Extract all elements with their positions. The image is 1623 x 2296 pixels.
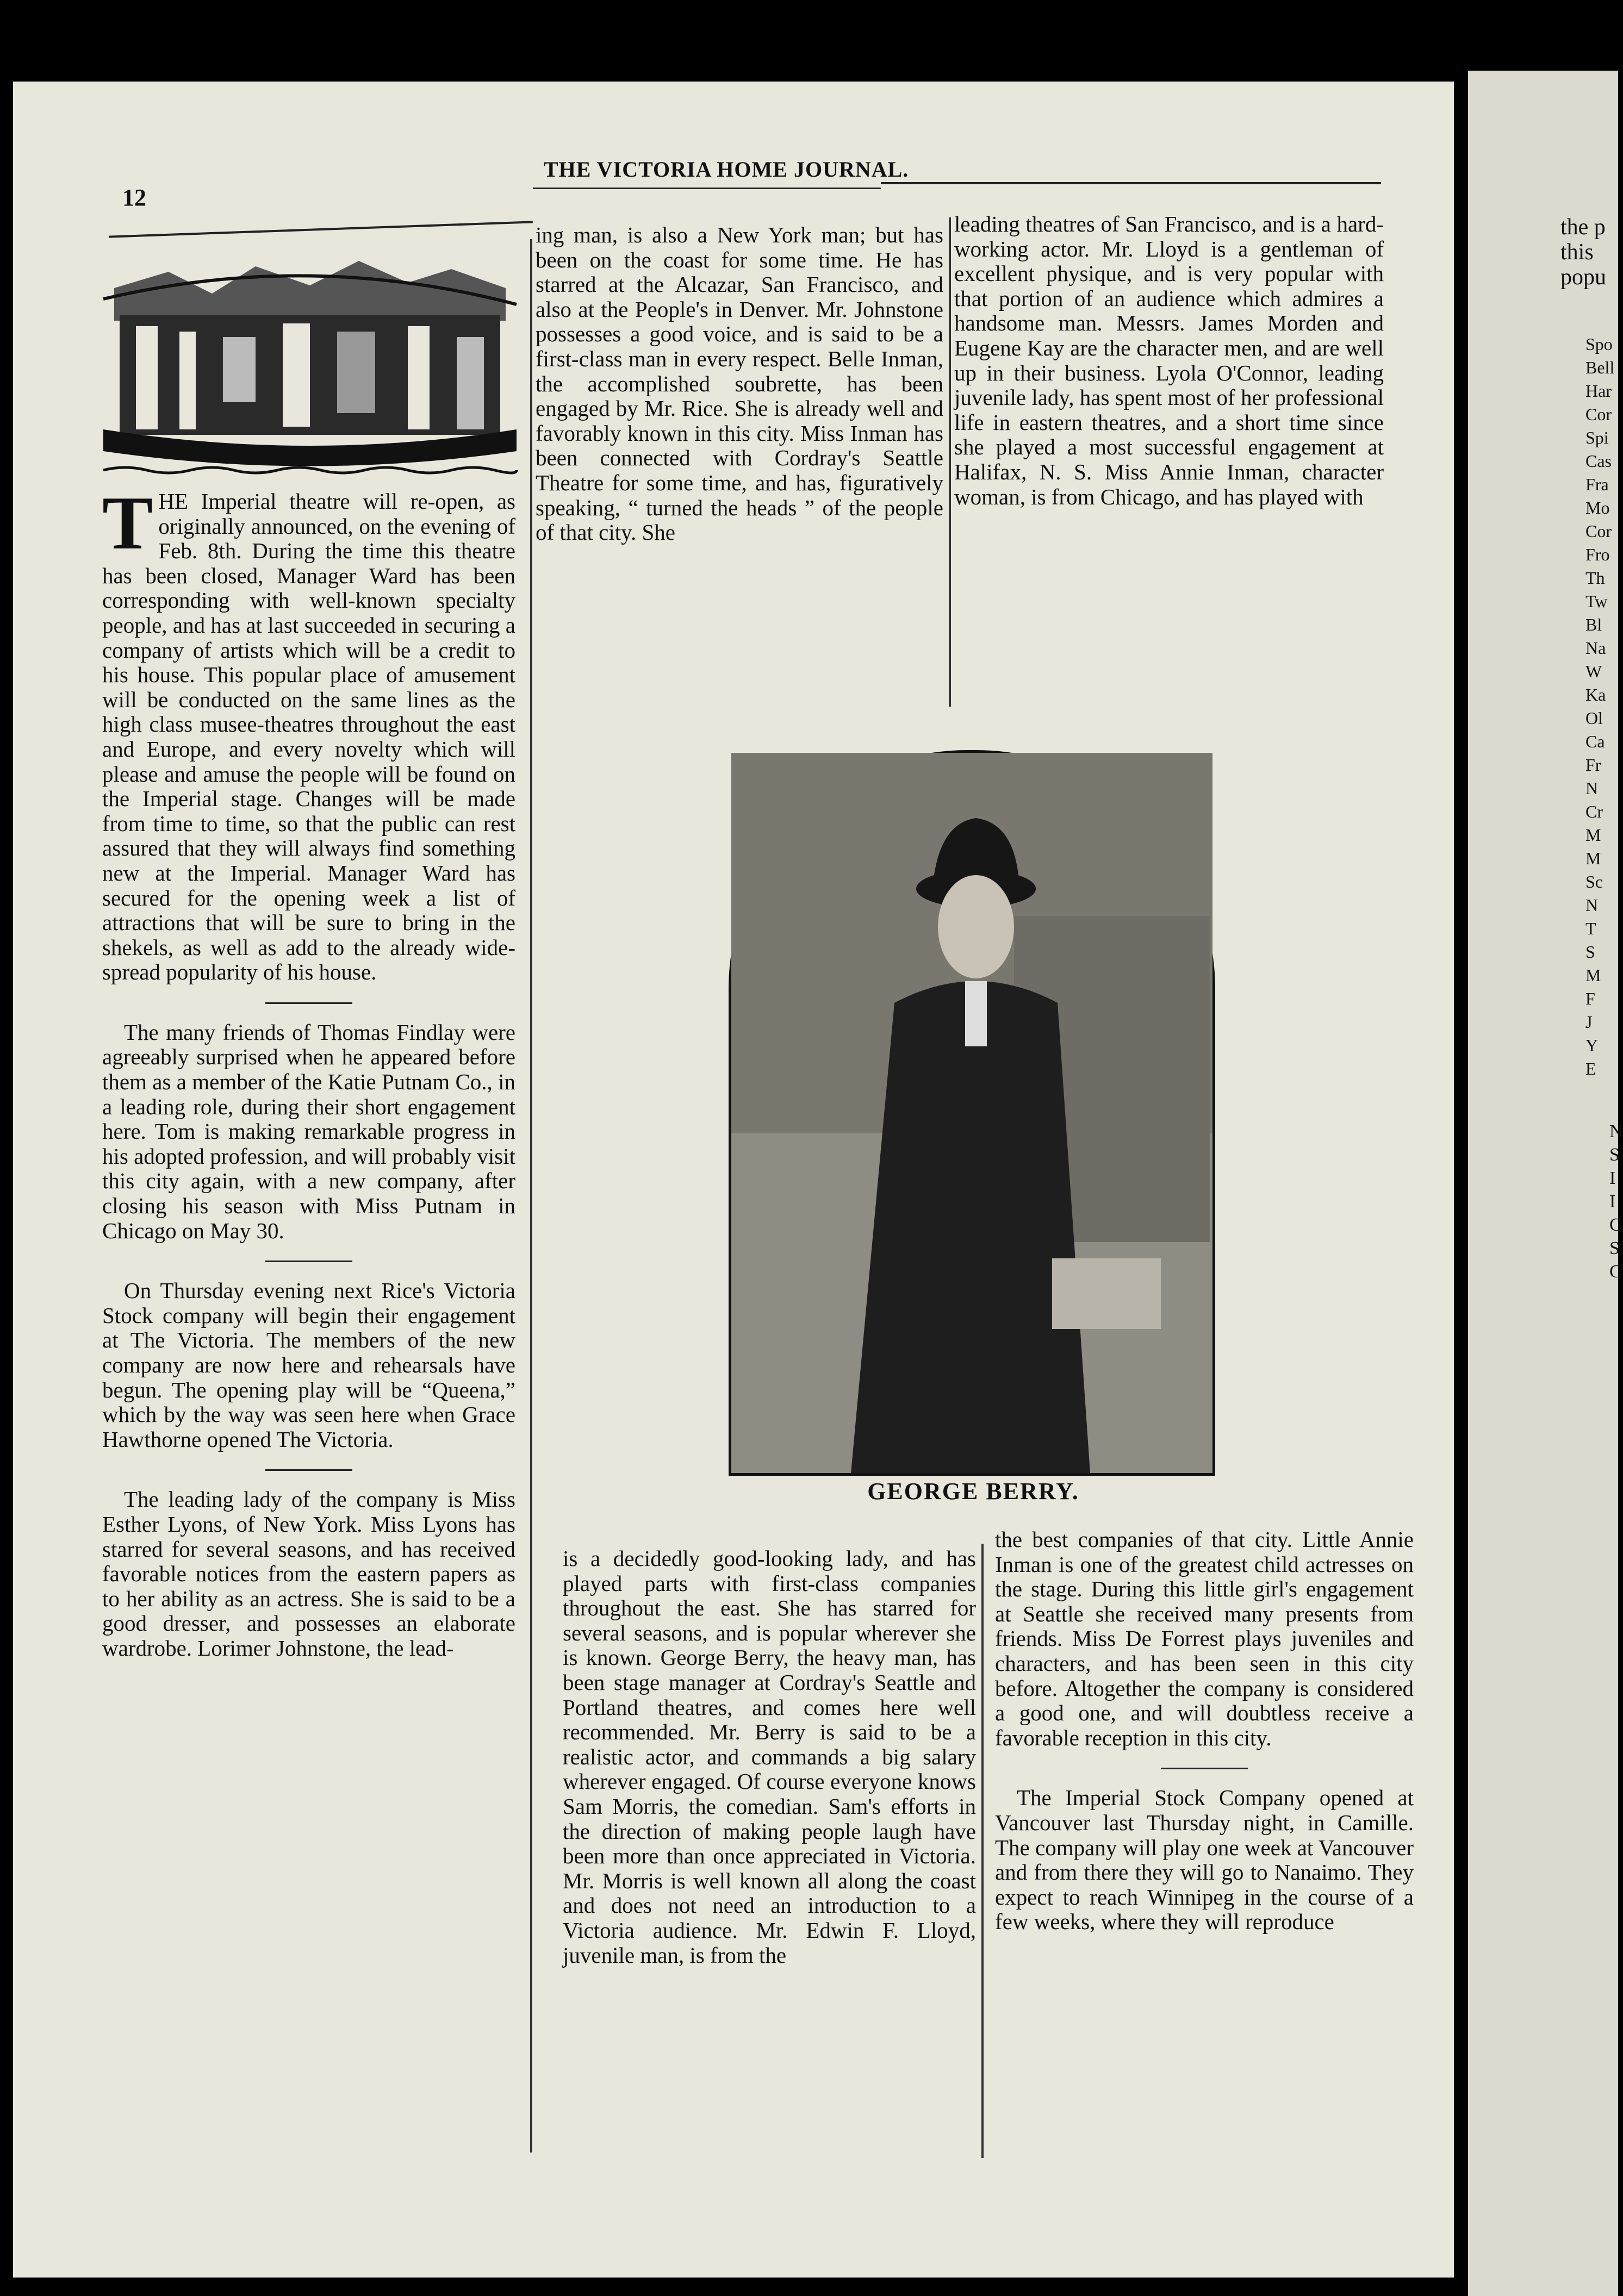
page-number: 12 <box>122 184 146 211</box>
facing-page-list-item: E <box>1585 1059 1596 1078</box>
rice-stock-paragraph: On Thursday evening next Rice's Victoria Stock company will begin their engagement at The Victoria. The members of the new company are now here and rehearsals have begun. The opening play will be “Queena,” which by the way was seen here when Grace Hawthorne opened The Victoria. <box>102 1278 515 1452</box>
facing-page-list-item: Fra <box>1585 475 1609 494</box>
page-gutter-shadow <box>1454 71 1468 2296</box>
column-3-bottom <box>995 1527 1414 1935</box>
header-rule-right <box>881 182 1381 184</box>
facing-page-list-item: S <box>1609 1145 1620 1165</box>
facing-page-list-item: S <box>1609 1238 1620 1258</box>
facing-page-list-item: I <box>1609 1168 1616 1188</box>
column-rule-1 <box>530 239 532 2152</box>
facing-page-list-item: Spo <box>1585 334 1613 354</box>
facing-page-list-item: W <box>1585 662 1602 681</box>
facing-page-list-item: Ka <box>1585 685 1606 704</box>
facing-page-list-item: C <box>1609 1215 1622 1235</box>
facing-page-list-item: Y <box>1585 1035 1599 1055</box>
theatre-vignette-illustration <box>103 255 517 481</box>
annie-inman-paragraph: the best companies of that city. Little Annie Inman is one of the greatest child actresses on the stage. During this little girl's engagement at Seattle she received many presents from friends. Miss De Forrest plays juveniles and characters, and has been seen in this city before. Altogether the company is considered a good one, and will doubtless receive a favorable reception in this city. <box>995 1527 1414 1750</box>
facing-page-list-item: N <box>1585 778 1599 798</box>
facing-page-list-item: S <box>1585 942 1595 962</box>
facing-page-list-item: N <box>1609 1121 1623 1141</box>
header-rule-center <box>533 188 881 189</box>
journal-masthead: THE VICTORIA HOME JOURNAL. <box>544 157 909 182</box>
facing-page-list-item: Ol <box>1585 708 1603 728</box>
leading-lady-paragraph: The leading lady of the company is Miss Esther Lyons, of New York. Miss Lyons has starred for several seasons, and has received favorable notices from the eastern papers as to her ability as an actress. She is said to be a good dresser, and possesses an elaborate wardrobe. Lorimer Johnstone, the lead- <box>102 1487 515 1661</box>
drop-cap: T <box>102 481 153 565</box>
findlay-paragraph: The many friends of Thomas Findlay were agreeably surprised when he appeared before them as a member of the Katie Putnam Co., in a leading role, during their short engagement here. Tom is making remarkable progress in his adopted profession, and will probably visit this city again, with a new company, after closing his season with Miss Putnam in Chicago on May 30. <box>102 1019 515 1243</box>
section-separator <box>265 1261 352 1262</box>
facing-page-list-item: Fro <box>1585 545 1610 564</box>
facing-page-list-2 <box>1609 1120 1623 1283</box>
facing-page-list-item: Cr <box>1585 802 1603 821</box>
facing-page-list-item: M <box>1585 848 1601 868</box>
facing-page-list-item: M <box>1585 965 1601 985</box>
column-2-bottom: is a decidedly good-looking lady, and has played parts with first-class companies throughout the east. She has starred for several seasons, and is popular wherever she is known. George Berry, the heavy man, has been stage manager at Cordray's Seattle and Portland theatres, and comes here well recommended. Mr. Berry is said to be a realistic actor, and commands a big salary wherever engaged. Of course everyone knows Sam Morris, the comedian. Sam's efforts in the direction of making people laugh have been more than once appreciated in Victoria. Mr. Morris is well known all along the coast and does not need an introduction to a Victoria audience. Mr. Edwin F. Lloyd, juvenile man, is from the <box>563 1546 976 1968</box>
facing-page-list-item: Cor <box>1585 404 1612 424</box>
facing-page-list-item: Cor <box>1585 521 1612 541</box>
column-2-top: ing man, is also a New York man; but has been on the coast for some time. He has starred at the Alcazar, San Francisco, and also at the People's in Denver. Mr. Johnstone possesses a good voice, and is said to be a first-class man in every respect. Belle Inman, the accomplished soubrette, has been engaged by Mr. Rice. She is already well and favorably known in this city. Miss Inman has been connected with Cordray's Seattle Theatre for some time, and has, figuratively speaking, “ turned the heads ” of the people of that city. She <box>536 222 943 545</box>
imperial-stock-paragraph: The Imperial Stock Company opened at Vancouver last Thursday night, in Camille. The company will play one week at Vancouver and from there they will go to Nanaimo. They expect to reach Winnipeg in the course of a few weeks, where they will reproduce <box>995 1785 1414 1935</box>
facing-page-list-item: M <box>1585 825 1601 845</box>
facing-page-top-text: the p this popu <box>1560 215 1606 290</box>
facing-page-list-item: Bl <box>1585 615 1602 634</box>
george-berry-portrait <box>729 750 1215 1476</box>
portrait-illustration <box>731 753 1212 1473</box>
facing-page-list-item: Bell <box>1585 358 1615 377</box>
scan-border-top <box>0 0 1618 82</box>
facing-page-list-item: Na <box>1585 638 1606 658</box>
imperial-reopening-paragraph: THE Imperial theatre will re-open, as originally announced, on the evening of Feb. 8th. During the time this theatre has been closed, Manager Ward has been corresponding with well-known specialty people, and has at last succeeded in securing a company of artists which will be a credit to his house. This popular place of amusement will be conducted on the same lines as the high class musee-theatres throughout the east and Europe, and every novelty which will please and amuse the people will be found on the Imperial stage. Changes will be made from time to time, so that the public can rest assured that they will always find something new at the Imperial. Manager Ward has secured for the opening week a list of attractions that will be sure to bring in the shekels, as well as add to the already wide-spread popularity of his house. <box>102 481 515 985</box>
facing-page-list-item: Mo <box>1585 498 1610 517</box>
facing-page-list-item: I <box>1609 1191 1616 1212</box>
facing-page-list-item: C <box>1609 1262 1622 1282</box>
facing-page-list-item: J <box>1585 1012 1593 1032</box>
column-3-top: leading theatres of San Francisco, and is a hard-working actor. Mr. Lloyd is a gentleman of excellent physique, and is very popular with that portion of an audience which admires a handsome man. Messrs. James Morden and Eugene Kay are the character men, and are well up in their business. Lyola O'Connor, leading juvenile lady, has spent most of her professional life in eastern theatres, and a short time since she played a most successful engagement at Halifax, N. S. Miss Annie Inman, character woman, is from Chicago, and has played with <box>954 211 1384 509</box>
facing-page-list-item: Sc <box>1585 872 1603 891</box>
facing-page-list-item: Fr <box>1585 755 1601 775</box>
facing-page-list-item: Har <box>1585 381 1612 401</box>
facing-page-list-item: F <box>1585 989 1595 1008</box>
column-rule-2 <box>949 217 951 707</box>
facing-page-list-item: Th <box>1585 568 1605 588</box>
facing-page-list-item: Cas <box>1585 451 1612 471</box>
section-separator <box>265 1469 352 1471</box>
facing-page-list-item: T <box>1585 919 1596 938</box>
column-rule-3 <box>981 1544 984 2158</box>
section-separator <box>1161 1768 1248 1769</box>
facing-page-list <box>1585 333 1614 1081</box>
facing-page-list-item: Ca <box>1585 732 1605 751</box>
scan-border-left <box>0 0 13 2296</box>
column-1 <box>102 481 515 1661</box>
facing-page-list-item: Tw <box>1585 591 1608 611</box>
section-separator <box>265 1002 352 1004</box>
facing-page-list-item: N <box>1585 895 1599 915</box>
facing-page-list-item: Spi <box>1585 428 1609 447</box>
photo-caption: GEORGE BERRY. <box>867 1478 1079 1505</box>
